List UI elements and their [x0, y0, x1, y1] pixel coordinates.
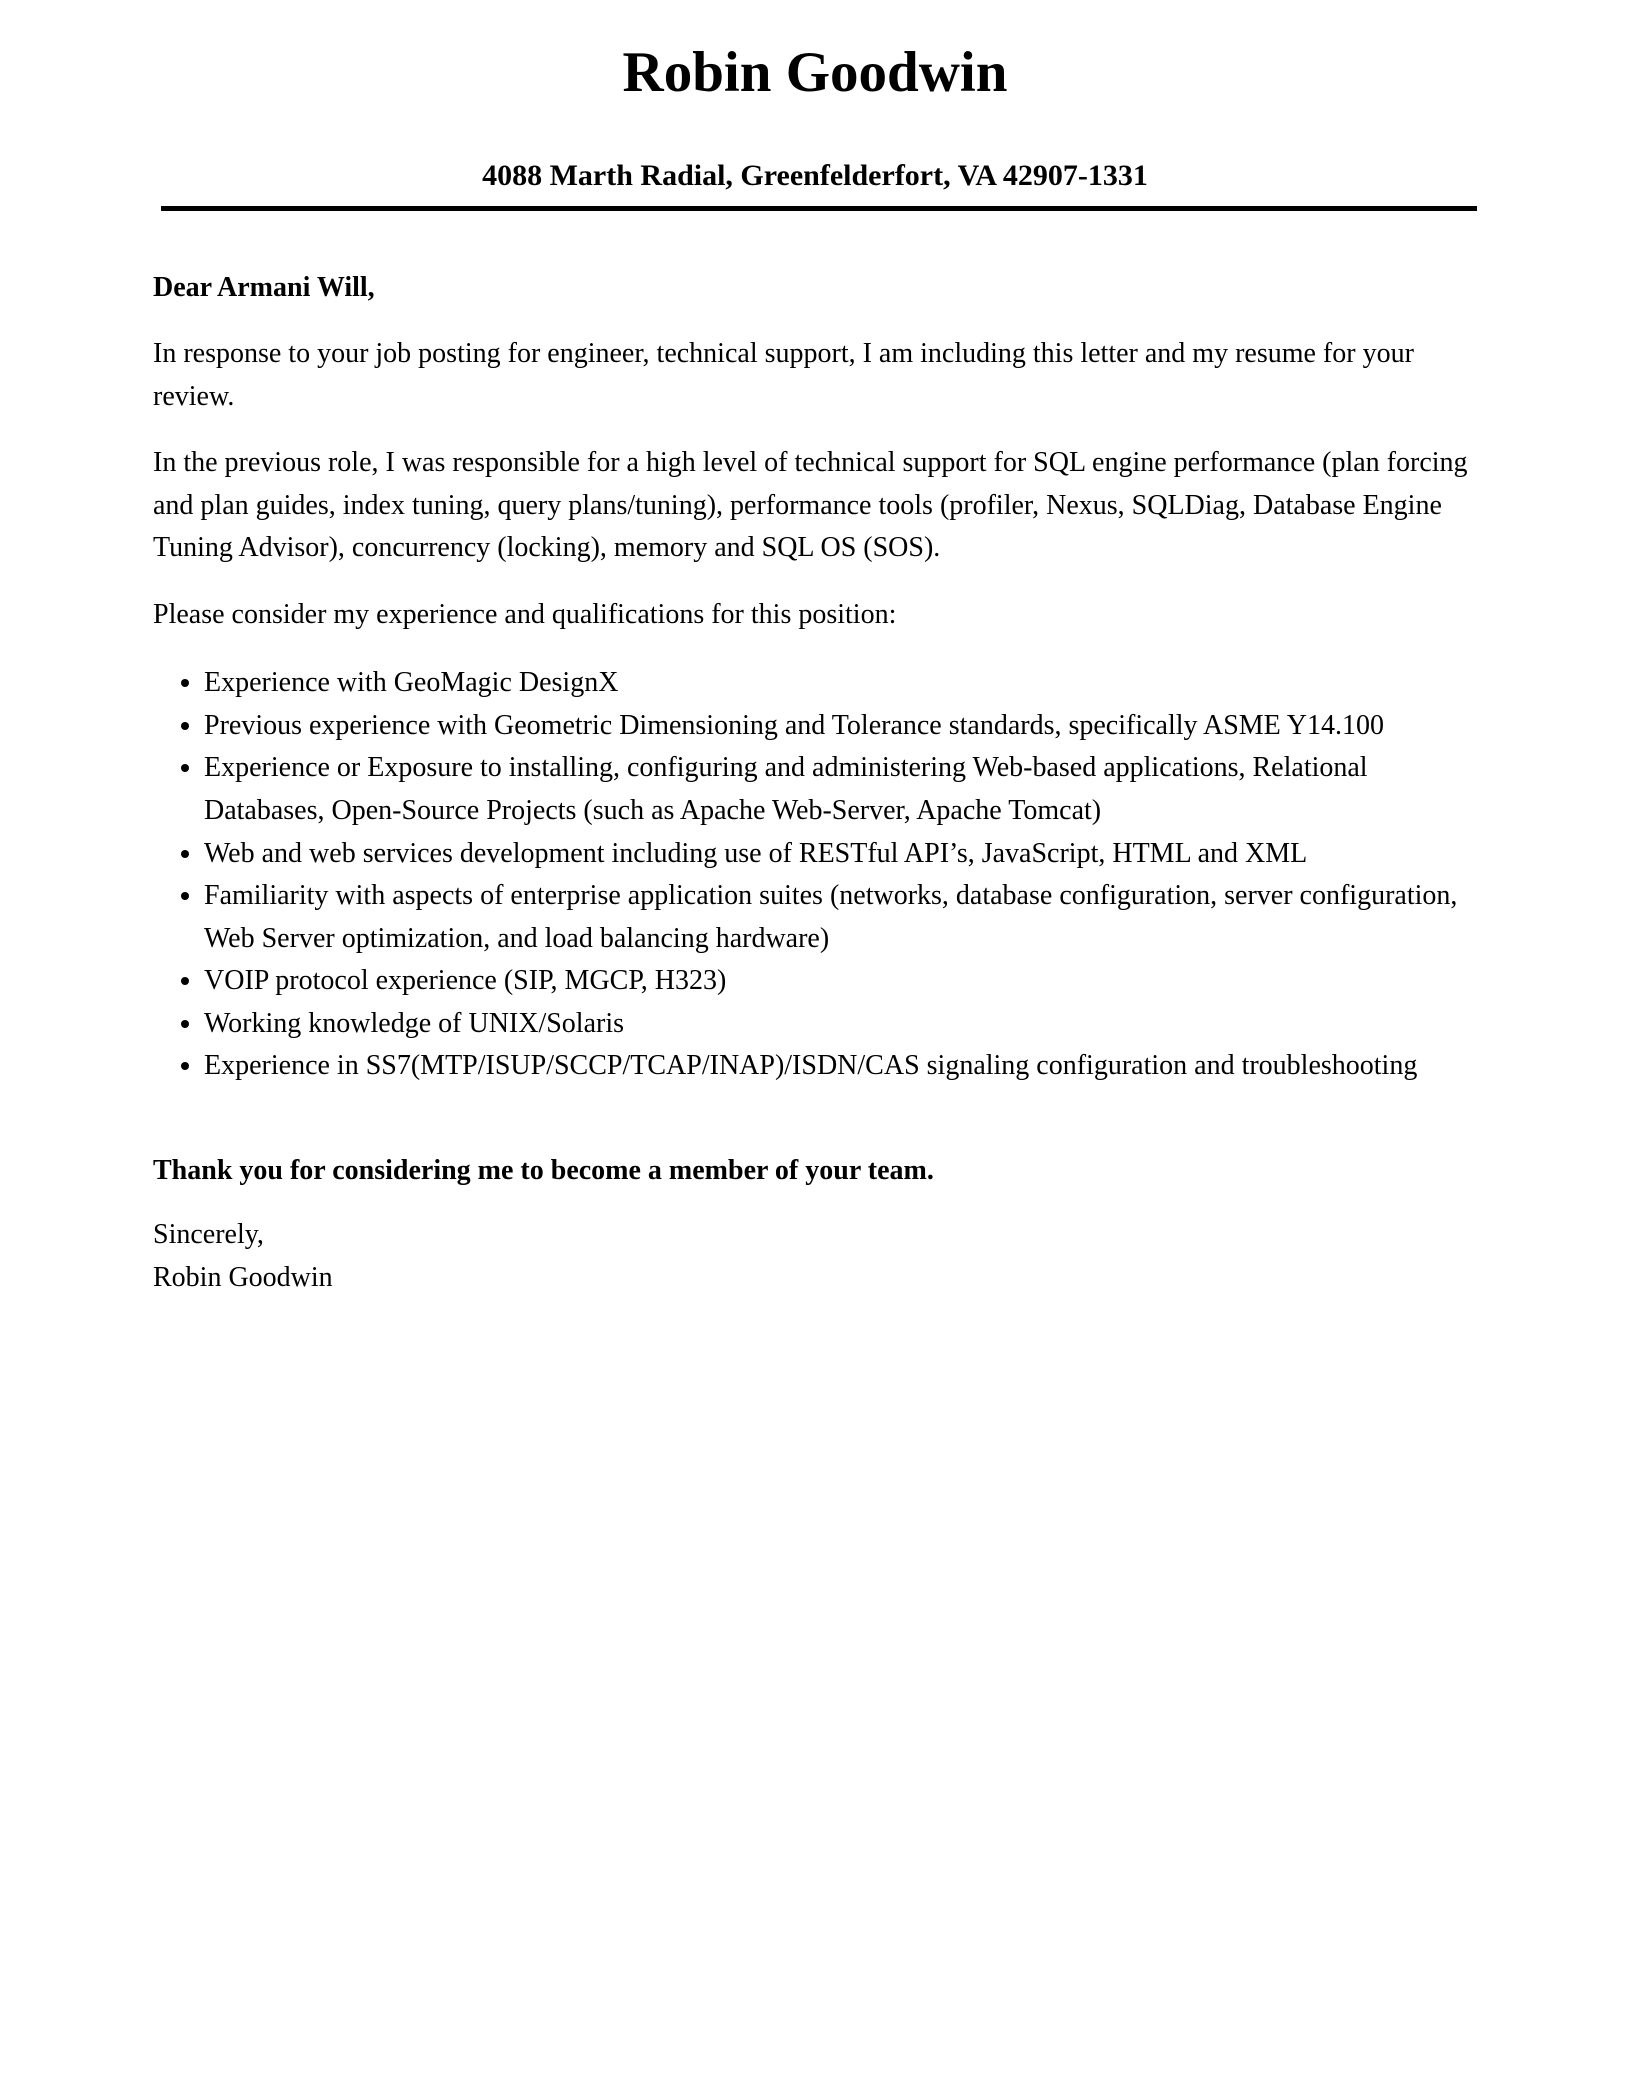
applicant-name: Robin Goodwin [622, 41, 1008, 104]
list-item: • Experience in SS7(MTP/ISUP/SCCP/TCAP/INAP)/ISDN/CAS signaling configuration and troubleshooting [204, 1045, 1477, 1088]
header-divider [161, 206, 1477, 211]
letter-header [153, 40, 1477, 211]
signature-name: Robin Goodwin [153, 1261, 333, 1293]
list-item: • Previous experience with Geometric Dimensioning and Tolerance standards, specifically ASME Y14.100 [204, 705, 1477, 748]
list-item: • VOIP protocol experience (SIP, MGCP, H323) [204, 960, 1477, 1003]
applicant-address: 4088 Marth Radial, Greenfelderfort, VA 42907-1331 [482, 158, 1148, 192]
paragraph-previous-role: In the previous role, I was responsible for a high level of technical support for SQL engine performance (plan forcing and plan guides, index tuning, query plans/tuning), performance tools (profiler, Nexus, SQLDiag, Database Engine Tuning Advisor), concurrency (locking), memory and SQL OS (SOS). [153, 447, 1468, 564]
list-item: • Familiarity with aspects of enterprise application suites (networks, database configuration, server configuration, Web Server optimization, and load balancing hardware) [204, 875, 1477, 960]
signoff: Sincerely, [153, 1219, 264, 1251]
list-item: • Experience or Exposure to installing, configuring and administering Web-based applications, Relational Databases, Open-Source Projects (such as Apache Web-Server, Apache Tomcat) [204, 747, 1477, 832]
list-item: • Experience with GeoMagic DesignX [204, 662, 1477, 705]
list-item: • Working knowledge of UNIX/Solaris [204, 1003, 1477, 1046]
paragraph-consider: Please consider my experience and qualifications for this position: [153, 598, 897, 630]
qualifications-list [153, 662, 1477, 1087]
signoff-block [153, 1214, 1477, 1299]
salutation: Dear Armani Will, [153, 271, 375, 303]
closing-statement: Thank you for considering me to become a member of your team. [153, 1154, 934, 1186]
paragraph-intro: In response to your job posting for engineer, technical support, I am including this letter and my resume for your review. [153, 338, 1414, 412]
list-item: • Web and web services development including use of RESTful API’s, JavaScript, HTML and XML [204, 833, 1477, 876]
